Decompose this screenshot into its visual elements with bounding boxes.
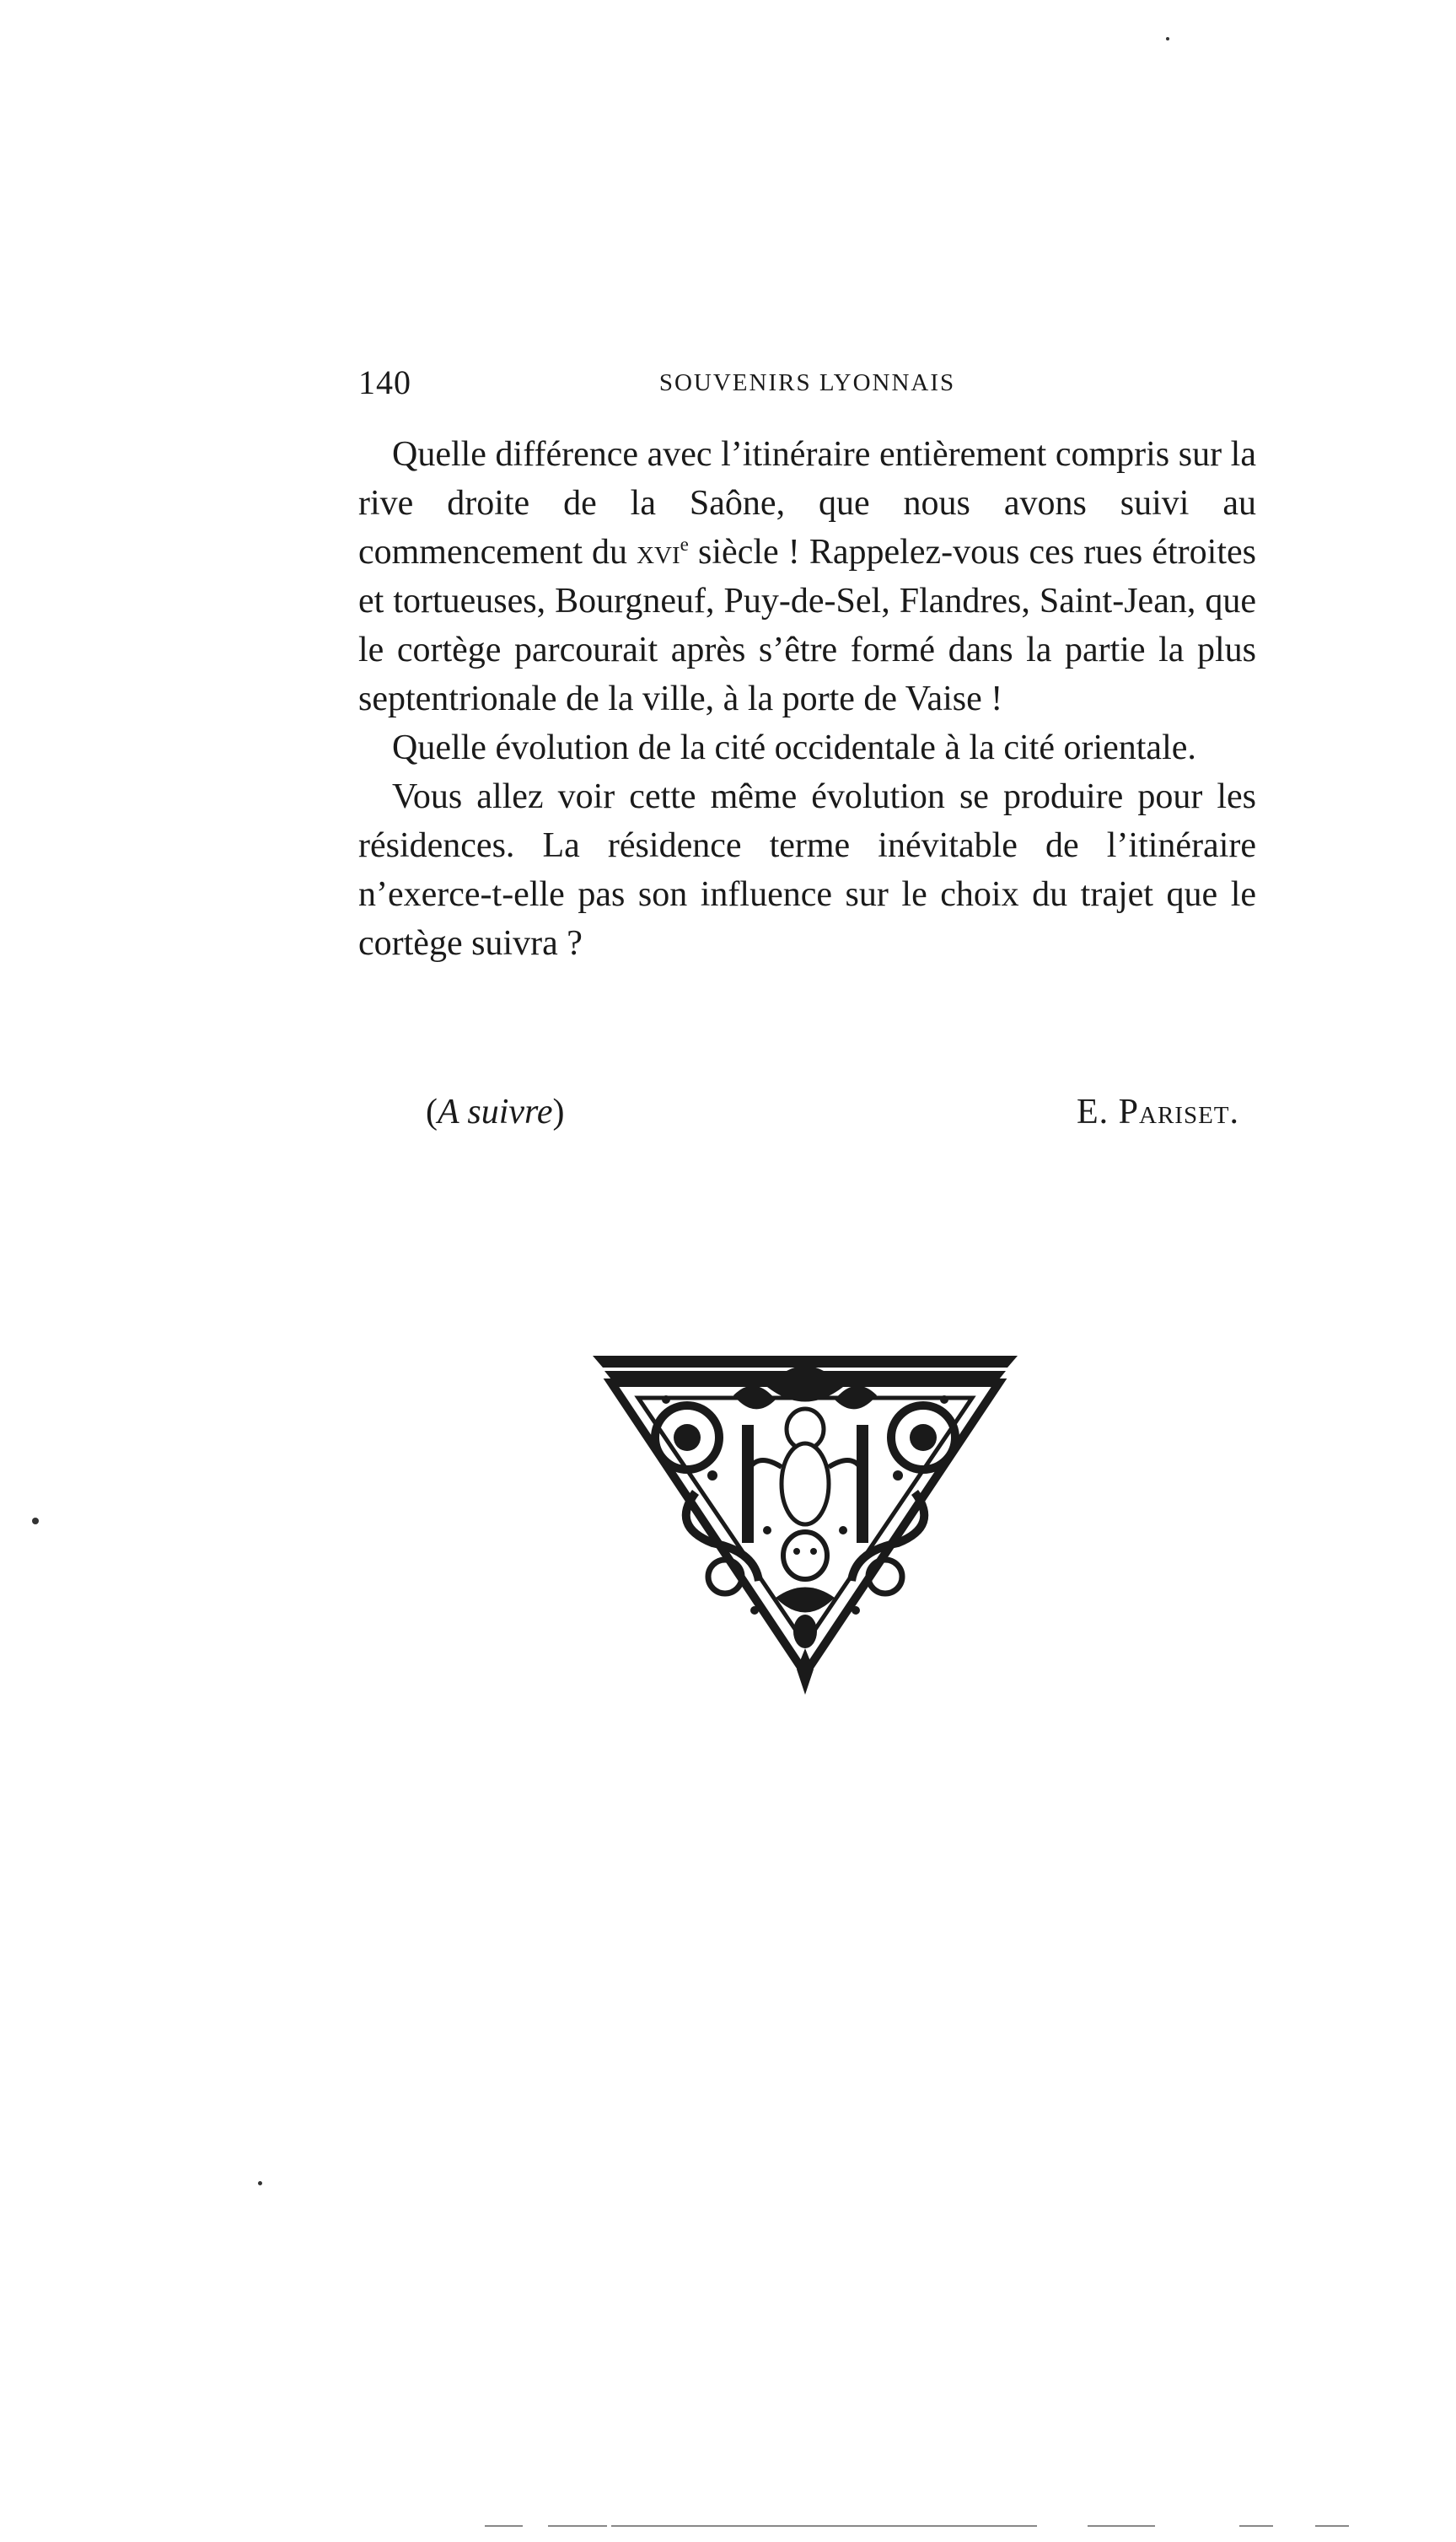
scan-speck (1166, 37, 1169, 40)
scan-speck (32, 1518, 39, 1524)
paragraph-1-start: Quelle différence avec l’itinéraire entièrement compris sur la rive droite de la Saône, que nous avons suivi au commencement du (358, 435, 1256, 572)
author-initial: E. (1076, 1093, 1119, 1131)
page-edge-rule (485, 2525, 523, 2527)
author-period: . (1229, 1093, 1239, 1131)
author-signature (1077, 1092, 1239, 1132)
paren-close: ) (552, 1093, 565, 1131)
to-follow-note (426, 1092, 564, 1132)
running-title: SOUVENIRS LYONNAIS (658, 369, 956, 396)
signature-line (358, 1092, 1256, 1142)
page-edge-rule (1315, 2525, 1349, 2527)
century-numeral: xvi (637, 533, 680, 572)
paren-open: ( (426, 1093, 438, 1131)
to-follow-text: A suivre (438, 1093, 553, 1131)
paragraph-2: Quelle évolution de la cité occidentale à la cité orientale. (392, 728, 1196, 767)
century-superscript: e (680, 533, 689, 555)
page-edge-rule (548, 2525, 607, 2527)
author-name: Pariset (1118, 1093, 1230, 1131)
paragraph-1-end: siècle ! Rappelez-vous ces rues étroites et tortueuses, Bourgneuf, Puy-de-Sel, Flandres, Saint-Jean, que le cortège parcourait après s’être formé dans la partie la plus septentrionale de la ville, à la porte de Vaise ! (358, 533, 1256, 718)
page-edge-rule (1239, 2525, 1273, 2527)
paragraph-1 (358, 430, 1256, 723)
page-number: 140 (358, 363, 411, 401)
page-edge-rule (1088, 2525, 1155, 2527)
running-head (358, 363, 1256, 405)
paragraph-3: Vous allez voir cette même évolution se produire pour les résidences. La résidence terme inévitable de l’itinéraire n’exerce-t-elle pas son influence sur le choix du trajet que le cortège suivra ? (358, 777, 1256, 963)
body-text (358, 430, 1256, 968)
tailpiece-ornament-icon (586, 1349, 1024, 1703)
scan-speck (258, 2181, 262, 2185)
ornament-drawing (586, 1349, 1024, 1703)
page-edge-rule (611, 2525, 1037, 2527)
